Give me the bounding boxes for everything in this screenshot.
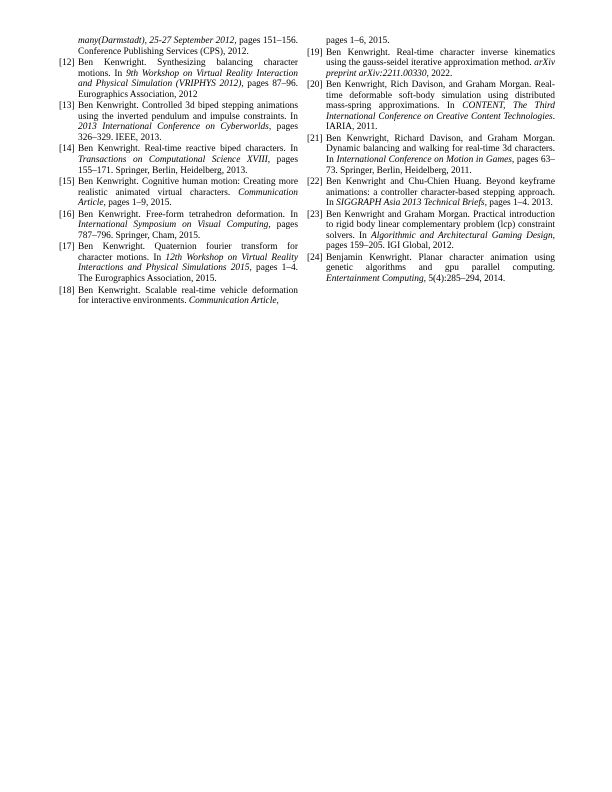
reference-text: Benjamin Kenwright. Planar character animation using genetic algorithms and gpu parallel computing. Entertainment Computing, 5(4):285–294, 2014. [326,252,555,285]
reference-number: [17] [59,242,75,253]
reference-entry [59,177,298,209]
reference-number: [18] [59,285,75,296]
reference-number: [23] [307,209,323,220]
reference-text: Ben Kenwright. Scalable real-time vehicle deformation for interactive environments. Communication Article, [78,285,298,307]
reference-text: pages 1–6, 2015. [326,36,390,46]
reference-number: [14] [59,144,75,155]
reference-entry [59,286,298,307]
reference-number: [19] [307,47,323,58]
reference-entry [59,210,298,242]
reference-text: Ben Kenwright. Free-form tetrahedron deformation. In International Symposium on Visual Computing, pages 787–796. Springer, Cham, 2015. [78,209,298,241]
reference-text: Ben Kenwright. Real-time reactive biped characters. In Transactions on Computational Science XVIII, pages 155–171. Springer, Berlin, Heidelberg, 2013. [78,144,298,176]
reference-entry [307,48,555,80]
reference-text: many(Darmstadt), 25-27 September 2012, pages 151–156. Conference Publishing Services (CPS), 2012. [78,36,298,57]
references-left-column [59,36,298,308]
reference-text: Ben Kenwright. Synthesizing balancing character motions. In 9th Workshop on Virtual Reality Interaction and Physical Simulation (VRIPHYS 2012), pages 87–96. Eurographics Association, 2012 [78,58,298,100]
reference-entry [59,36,298,57]
reference-entry [307,134,555,176]
reference-number: [12] [59,58,75,69]
reference-text: Ben Kenwright. Quaternion fourier transform for character motions. In 12th Workshop on Virtual Reality Interactions and Physical Simulations 2015, pages 1–4. The Eurographics Association, 2015. [78,242,298,285]
references-right-column [307,36,555,308]
references-section [59,36,555,308]
reference-entry [59,242,298,284]
reference-text: Ben Kenwright and Graham Morgan. Practical introduction to rigid body linear complementary problem (lcp) constraint solvers. In Algorithmic and Architectural Gaming Design, pages 159–205. IGI Global, 2012. [326,209,555,252]
reference-number: [20] [307,80,323,91]
reference-number: [24] [307,252,323,263]
reference-number: [22] [307,177,323,188]
reference-number: [13] [59,101,75,112]
reference-number: [21] [307,133,323,144]
reference-number: [15] [59,177,75,188]
reference-entry [59,58,298,100]
reference-text: Ben Kenwright. Real-time character inverse kinematics using the gauss-seidel iterative approximation method. arXiv preprint arXiv:2211.00330, 2022. [326,47,555,79]
reference-entry [307,36,555,47]
reference-entry [59,144,298,176]
reference-number: [16] [59,209,75,220]
reference-entry [307,80,555,133]
reference-text: Ben Kenwright and Chu-Chien Huang. Beyond keyframe animations: a controller character-based stepping approach. In SIGGRAPH Asia 2013 Technical Briefs, pages 1–4. 2013. [326,177,555,209]
reference-text: Ben Kenwright, Rich Davison, and Graham Morgan. Real-time deformable soft-body simulation using distributed mass-spring approximations. In CONTENT, The Third International Conference on Creative Content Technologies. IARIA, 2011. [326,80,555,133]
reference-entry [307,177,555,209]
reference-entry [307,210,555,252]
reference-entry [307,253,555,285]
reference-text: Ben Kenwright. Controlled 3d biped stepping animations using the inverted pendulum and impulse constraints. In 2013 International Conference on Cyberworlds, pages 326–329. IEEE, 2013. [78,101,298,143]
reference-text: Ben Kenwright. Cognitive human motion: Creating more realistic animated virtual characters. Communication Article, pages 1–9, 2015. [78,177,298,209]
reference-text: Ben Kenwright, Richard Davison, and Graham Morgan. Dynamic balancing and walking for real-time 3d characters. In International Conference on Motion in Games, pages 63–73. Springer, Berlin, Heidelberg, 2011. [326,133,555,176]
reference-entry [59,101,298,143]
